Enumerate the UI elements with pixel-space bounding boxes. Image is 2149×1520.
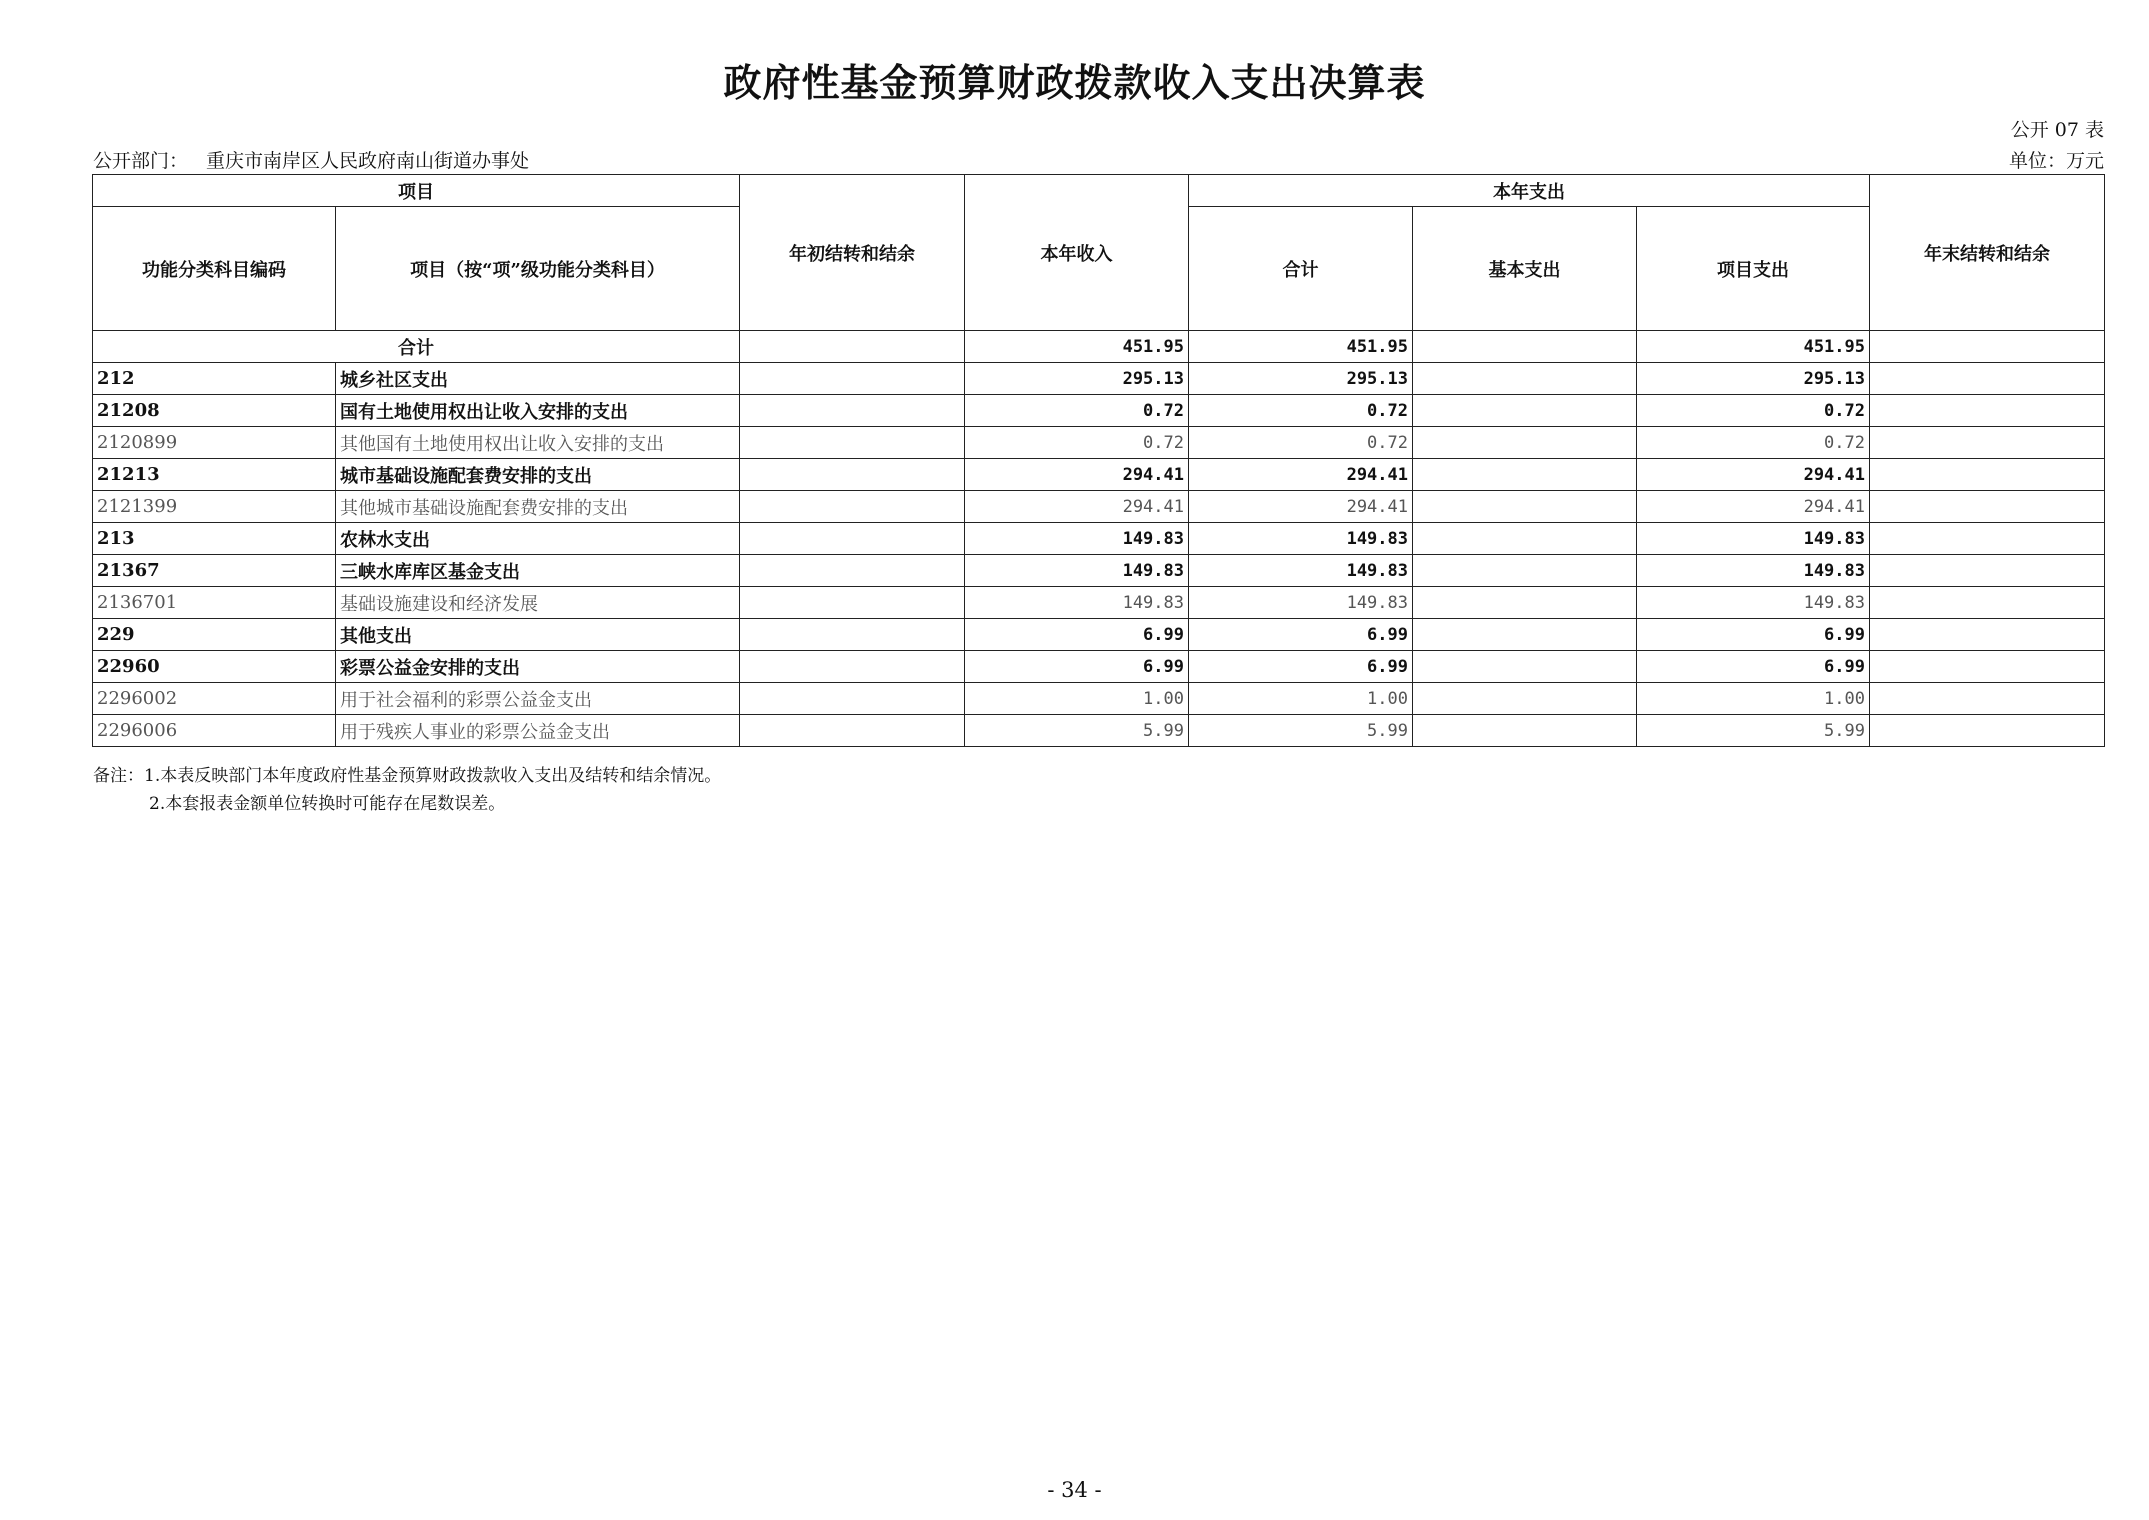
row-income: 294.41	[965, 491, 1189, 523]
row-begin-balance	[740, 363, 965, 395]
row-total: 149.83	[1189, 587, 1413, 619]
row-income: 149.83	[965, 587, 1189, 619]
row-basic	[1413, 651, 1637, 683]
row-basic	[1413, 555, 1637, 587]
row-code: 2121399	[93, 491, 336, 523]
department-line	[93, 146, 529, 173]
department-label: 公开部门：	[93, 150, 189, 172]
row-begin-balance	[740, 427, 965, 459]
row-basic	[1413, 715, 1637, 747]
row-begin-balance	[740, 651, 965, 683]
row-basic	[1413, 427, 1637, 459]
row-code: 2136701	[93, 587, 336, 619]
row-project-expense: 295.13	[1637, 363, 1870, 395]
notes	[93, 762, 721, 818]
row-income: 149.83	[965, 555, 1189, 587]
row-total: 6.99	[1189, 651, 1413, 683]
row-income: 5.99	[965, 715, 1189, 747]
total-project-expense: 451.95	[1637, 331, 1870, 363]
table-row	[93, 363, 2105, 395]
row-code: 2120899	[93, 427, 336, 459]
row-project-expense: 149.83	[1637, 587, 1870, 619]
row-project-expense: 149.83	[1637, 555, 1870, 587]
unit-label: 单位：万元	[2008, 150, 2104, 172]
row-end-balance	[1870, 587, 2105, 619]
row-name: 农林水支出	[336, 523, 740, 555]
note-2: 2.本套报表金额单位转换时可能存在尾数误差。	[149, 794, 506, 814]
row-project-expense: 6.99	[1637, 651, 1870, 683]
row-basic	[1413, 459, 1637, 491]
row-basic	[1413, 683, 1637, 715]
row-begin-balance	[740, 587, 965, 619]
row-project-expense: 294.41	[1637, 459, 1870, 491]
header-basic: 基本支出	[1413, 207, 1637, 331]
row-total: 5.99	[1189, 715, 1413, 747]
row-code: 21208	[93, 395, 336, 427]
row-basic	[1413, 523, 1637, 555]
total-begin-balance	[740, 331, 965, 363]
row-basic	[1413, 363, 1637, 395]
note-1: 备注：1.本表反映部门本年度政府性基金预算财政拨款收入支出及结转和结余情况。	[93, 766, 722, 786]
table-row	[93, 651, 2105, 683]
row-basic	[1413, 395, 1637, 427]
row-name: 用于残疾人事业的彩票公益金支出	[336, 715, 740, 747]
row-basic	[1413, 587, 1637, 619]
header-end-balance: 年末结转和结余	[1870, 175, 2105, 331]
page-title: 政府性基金预算财政拨款收入支出决算表	[723, 60, 1426, 105]
row-basic	[1413, 619, 1637, 651]
row-end-balance	[1870, 491, 2105, 523]
row-income: 6.99	[965, 651, 1189, 683]
total-expense: 451.95	[1189, 331, 1413, 363]
table-row	[93, 715, 2105, 747]
row-total: 149.83	[1189, 523, 1413, 555]
total-income: 451.95	[965, 331, 1189, 363]
header-total: 合计	[1189, 207, 1413, 331]
row-end-balance	[1870, 459, 2105, 491]
header-income: 本年收入	[965, 175, 1189, 331]
row-income: 149.83	[965, 523, 1189, 555]
row-begin-balance	[740, 395, 965, 427]
table-row	[93, 587, 2105, 619]
row-begin-balance	[740, 491, 965, 523]
total-row	[93, 331, 2105, 363]
table-row	[93, 683, 2105, 715]
row-total: 149.83	[1189, 555, 1413, 587]
row-code: 2296006	[93, 715, 336, 747]
row-end-balance	[1870, 555, 2105, 587]
row-name: 三峡水库库区基金支出	[336, 555, 740, 587]
total-end-balance	[1870, 331, 2105, 363]
row-name: 其他城市基础设施配套费安排的支出	[336, 491, 740, 523]
row-project-expense: 0.72	[1637, 395, 1870, 427]
row-end-balance	[1870, 427, 2105, 459]
row-name: 基础设施建设和经济发展	[336, 587, 740, 619]
row-end-balance	[1870, 619, 2105, 651]
header-project: 项目	[93, 175, 740, 207]
row-name: 国有土地使用权出让收入安排的支出	[336, 395, 740, 427]
row-begin-balance	[740, 715, 965, 747]
department-name: 重庆市南岸区人民政府南山街道办事处	[206, 150, 530, 172]
row-name: 其他国有土地使用权出让收入安排的支出	[336, 427, 740, 459]
header-expense: 本年支出	[1189, 175, 1870, 207]
row-total: 0.72	[1189, 427, 1413, 459]
table-row	[93, 427, 2105, 459]
row-project-expense: 1.00	[1637, 683, 1870, 715]
row-begin-balance	[740, 683, 965, 715]
row-total: 0.72	[1189, 395, 1413, 427]
row-begin-balance	[740, 459, 965, 491]
row-total: 1.00	[1189, 683, 1413, 715]
table-row	[93, 523, 2105, 555]
row-name: 城市基础设施配套费安排的支出	[336, 459, 740, 491]
row-name: 用于社会福利的彩票公益金支出	[336, 683, 740, 715]
row-project-expense: 294.41	[1637, 491, 1870, 523]
row-total: 6.99	[1189, 619, 1413, 651]
row-begin-balance	[740, 619, 965, 651]
row-end-balance	[1870, 715, 2105, 747]
row-code: 213	[93, 523, 336, 555]
row-code: 229	[93, 619, 336, 651]
header-code: 功能分类科目编码	[93, 207, 336, 331]
row-code: 212	[93, 363, 336, 395]
row-income: 294.41	[965, 459, 1189, 491]
row-basic	[1413, 491, 1637, 523]
row-project-expense: 5.99	[1637, 715, 1870, 747]
row-total: 295.13	[1189, 363, 1413, 395]
table-row	[93, 395, 2105, 427]
row-code: 22960	[93, 651, 336, 683]
row-project-expense: 6.99	[1637, 619, 1870, 651]
table-row	[93, 459, 2105, 491]
row-end-balance	[1870, 683, 2105, 715]
row-income: 1.00	[965, 683, 1189, 715]
row-name: 城乡社区支出	[336, 363, 740, 395]
form-number: 公开 07 表	[2010, 119, 2104, 141]
row-name: 其他支出	[336, 619, 740, 651]
total-basic	[1413, 331, 1637, 363]
row-name: 彩票公益金安排的支出	[336, 651, 740, 683]
row-begin-balance	[740, 555, 965, 587]
page-number: - 34 -	[1047, 1478, 1102, 1502]
budget-table	[92, 174, 2105, 747]
row-project-expense: 149.83	[1637, 523, 1870, 555]
row-code: 21213	[93, 459, 336, 491]
row-end-balance	[1870, 651, 2105, 683]
total-label: 合计	[93, 331, 740, 363]
row-total: 294.41	[1189, 459, 1413, 491]
header-begin-balance: 年初结转和结余	[740, 175, 965, 331]
row-total: 294.41	[1189, 491, 1413, 523]
row-end-balance	[1870, 523, 2105, 555]
table-row	[93, 555, 2105, 587]
row-income: 0.72	[965, 395, 1189, 427]
row-income: 6.99	[965, 619, 1189, 651]
header-project-expense: 项目支出	[1637, 207, 1870, 331]
row-end-balance	[1870, 395, 2105, 427]
row-code: 21367	[93, 555, 336, 587]
row-income: 295.13	[965, 363, 1189, 395]
row-end-balance	[1870, 363, 2105, 395]
table-row	[93, 491, 2105, 523]
table-row	[93, 619, 2105, 651]
row-income: 0.72	[965, 427, 1189, 459]
row-project-expense: 0.72	[1637, 427, 1870, 459]
row-code: 2296002	[93, 683, 336, 715]
row-begin-balance	[740, 523, 965, 555]
header-name: 项目（按“项”级功能分类科目）	[336, 207, 740, 331]
